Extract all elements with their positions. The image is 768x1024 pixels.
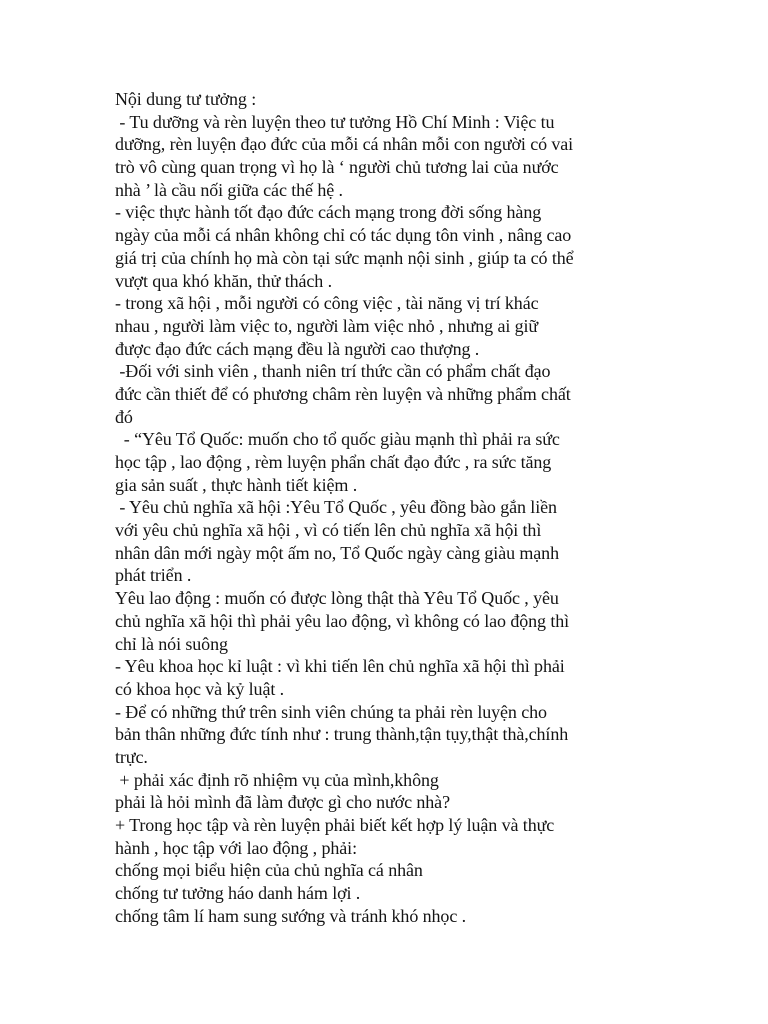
text-line: chống mọi biểu hiện của chủ nghĩa cá nhân bbox=[115, 860, 423, 881]
text-line: - Tu dưỡng và rèn luyện theo tư tưởng Hồ Chí Minh : Việc tu bbox=[115, 111, 555, 132]
text-line: bản thân những đức tính như : trung thành,tận tụy,thật thà,chính bbox=[115, 724, 569, 745]
text-line: được đạo đức cách mạng đều là người cao thượng . bbox=[115, 338, 480, 359]
text-line: gia sản suất , thực hành tiết kiệm . bbox=[115, 474, 358, 495]
text-line: học tập , lao động , rèm luyện phẩn chất đạo đức , ra sức tăng bbox=[115, 452, 552, 472]
text-line: dưỡng, rèn luyện đạo đức của mỗi cá nhân mỗi con người có vai bbox=[115, 134, 574, 155]
text-line: trò vô cùng quan trọng vì họ là ‘ người chủ tương lai của nước bbox=[115, 157, 559, 178]
text-line: nhân dân mới ngày một ấm no, Tổ Quốc ngày càng giàu mạnh bbox=[115, 542, 559, 563]
text-line: Nội dung tư tưởng : bbox=[115, 89, 257, 109]
text-line: có khoa học và kỷ luật . bbox=[115, 678, 285, 699]
text-line: - “Yêu Tổ Quốc: muốn cho tổ quốc giàu mạnh thì phải ra sức bbox=[115, 429, 560, 450]
text-line: chống tư tưởng háo danh hám lợi . bbox=[115, 883, 361, 904]
document-body bbox=[115, 88, 655, 927]
text-line: với yêu chủ nghĩa xã hội , vì có tiến lên chủ nghĩa xã hội thì bbox=[115, 520, 542, 541]
text-line: trực. bbox=[115, 746, 148, 767]
text-line: hành , học tập với lao động , phải: bbox=[115, 837, 357, 858]
text-line: ngày của mỗi cá nhân không chỉ có tác dụng tôn vinh , nâng cao bbox=[115, 225, 572, 246]
text-line: - Để có những thứ trên sinh viên chúng ta phải rèn luyện cho bbox=[115, 701, 547, 722]
text-line: đó bbox=[115, 406, 133, 427]
text-line: - Yêu khoa học kỉ luật : vì khi tiến lên chủ nghĩa xã hội thì phải bbox=[115, 656, 565, 677]
text-line: Yêu lao động : muốn có được lòng thật thà Yêu Tổ Quốc , yêu bbox=[115, 588, 559, 609]
text-line: chủ nghĩa xã hội thì phải yêu lao động, vì không có lao động thì bbox=[115, 610, 570, 631]
text-line: giá trị của chính họ mà còn tại sức mạnh nội sinh , giúp ta có thể bbox=[115, 247, 574, 268]
text-line: nhau , người làm việc to, người làm việc nhỏ , nhưng ai giữ bbox=[115, 315, 539, 336]
text-line: + Trong học tập và rèn luyện phải biết kết hợp lý luận và thực bbox=[115, 815, 555, 835]
text-line: phải là hỏi mình đã làm được gì cho nước nhà? bbox=[115, 792, 450, 813]
text-line: + phải xác định rõ nhiệm vụ của mình,không bbox=[115, 769, 439, 790]
text-line: chỉ là nói suông bbox=[115, 633, 228, 654]
text-line: đức cần thiết để có phương châm rèn luyện và những phẩm chất bbox=[115, 383, 571, 404]
text-line: -Đối với sinh viên , thanh niên trí thức cần có phẩm chất đạo bbox=[115, 361, 551, 382]
text-line: - trong xã hội , mỗi người có công việc , tài năng vị trí khác bbox=[115, 293, 539, 314]
text-line: nhà ’ là cầu nối giữa các thế hệ . bbox=[115, 179, 343, 200]
text-line: - việc thực hành tốt đạo đức cách mạng trong đời sống hàng bbox=[115, 202, 542, 223]
text-line: - Yêu chủ nghĩa xã hội :Yêu Tổ Quốc , yêu đồng bào gắn liền bbox=[115, 497, 557, 518]
text-line: phát triển . bbox=[115, 565, 192, 586]
text-line: vượt qua khó khăn, thử thách . bbox=[115, 270, 332, 291]
text-line: chống tâm lí ham sung sướng và tránh khó nhọc . bbox=[115, 905, 467, 926]
